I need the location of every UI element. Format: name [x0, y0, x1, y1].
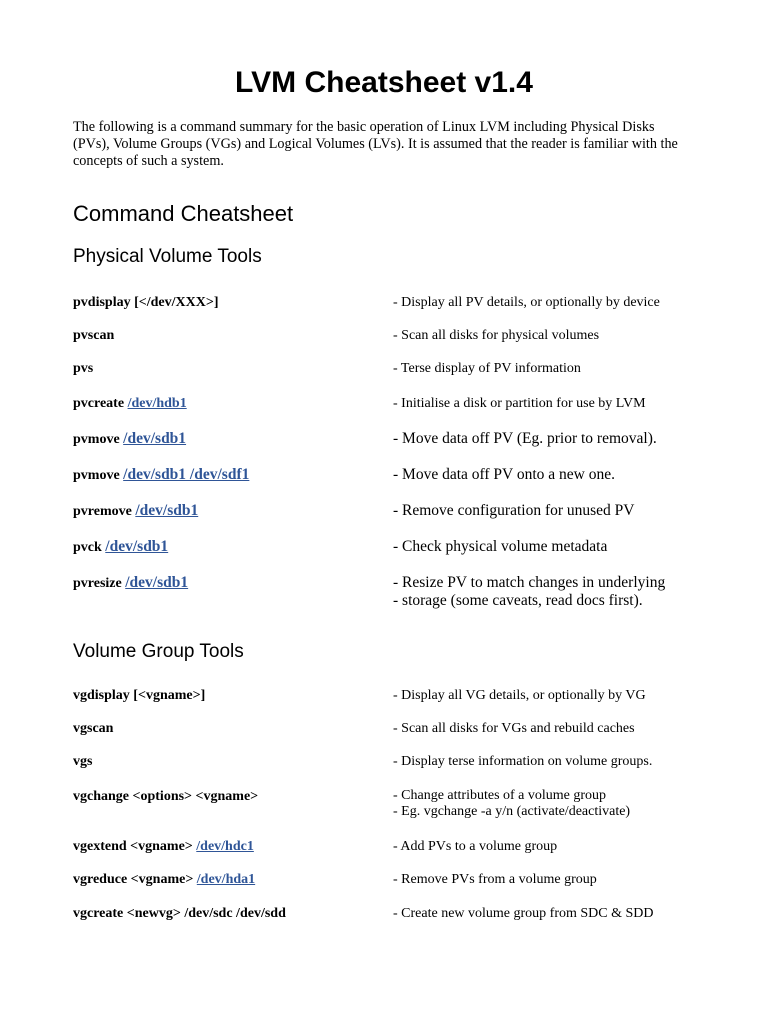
command: pvmove /dev/sdb1 /dev/sdf1: [73, 466, 250, 483]
command: vgdisplay [<vgname>]: [73, 688, 206, 703]
command: vgchange <options> <vgname>: [73, 789, 259, 804]
description: - Scan all disks for physical volumes: [393, 328, 600, 343]
description: - Check physical volume metadata: [393, 538, 608, 555]
description: - Terse display of PV information: [393, 361, 581, 376]
description: - Move data off PV onto a new one.: [393, 466, 615, 483]
command: pvck /dev/sdb1: [73, 538, 169, 555]
device-link[interactable]: /dev/sdb1: [123, 430, 187, 447]
command: vgreduce <vgname> /dev/hda1: [73, 872, 256, 887]
description: - Resize PV to match changes in underlying - storage (some caveats, read docs first).: [393, 574, 666, 609]
pv-tools-heading: Physical Volume Tools: [73, 246, 262, 267]
description: - Add PVs to a volume group: [393, 839, 558, 854]
description: - Initialise a disk or partition for use by LVM: [393, 396, 646, 411]
section-heading: Command Cheatsheet: [73, 201, 294, 226]
command: vgcreate <newvg> /dev/sdc /dev/sdd: [73, 906, 286, 921]
command: pvresize /dev/sdb1: [73, 574, 189, 591]
description: - Move data off PV (Eg. prior to removal).: [393, 430, 657, 447]
command: vgscan: [73, 721, 114, 736]
description: - Display terse information on volume groups.: [393, 754, 653, 769]
command: pvscan: [73, 328, 115, 343]
description: - Display all VG details, or optionally by VG: [393, 688, 646, 703]
device-link[interactable]: /dev/sdb1 /dev/sdf1: [123, 466, 250, 483]
intro-paragraph: The following is a command summary for the basic operation of Linux LVM including Physical Disks (PVs), Volume Groups (VGs) and Logical Volumes (LVs). It is assumed that the reader is familiar with the concepts of such a system.: [73, 119, 678, 169]
command: pvdisplay [</dev/XXX>]: [73, 295, 219, 310]
description: - Remove configuration for unused PV: [393, 502, 635, 519]
description: - Scan all disks for VGs and rebuild caches: [393, 721, 635, 736]
device-link[interactable]: /dev/hda1: [196, 872, 256, 887]
command: pvremove /dev/sdb1: [73, 502, 199, 519]
command: pvmove /dev/sdb1: [73, 430, 187, 447]
page-title: LVM Cheatsheet v1.4: [235, 66, 533, 99]
description: - Remove PVs from a volume group: [393, 872, 597, 887]
vg-tools-heading: Volume Group Tools: [73, 641, 244, 662]
device-link[interactable]: /dev/hdc1: [196, 839, 254, 854]
device-link[interactable]: /dev/sdb1: [105, 538, 169, 555]
command: pvcreate /dev/hdb1: [73, 396, 187, 411]
device-link[interactable]: /dev/sdb1: [125, 574, 189, 591]
description: - Display all PV details, or optionally by device: [393, 295, 660, 310]
description: - Change attributes of a volume group - Eg. vgchange -a y/n (activate/deactivate): [393, 788, 631, 819]
device-link[interactable]: /dev/sdb1: [135, 502, 199, 519]
command: pvs: [73, 361, 94, 376]
command: vgs: [73, 754, 93, 769]
description: - Create new volume group from SDC & SDD: [393, 906, 654, 921]
command: vgextend <vgname> /dev/hdc1: [73, 839, 254, 854]
device-link[interactable]: /dev/hdb1: [127, 396, 187, 411]
